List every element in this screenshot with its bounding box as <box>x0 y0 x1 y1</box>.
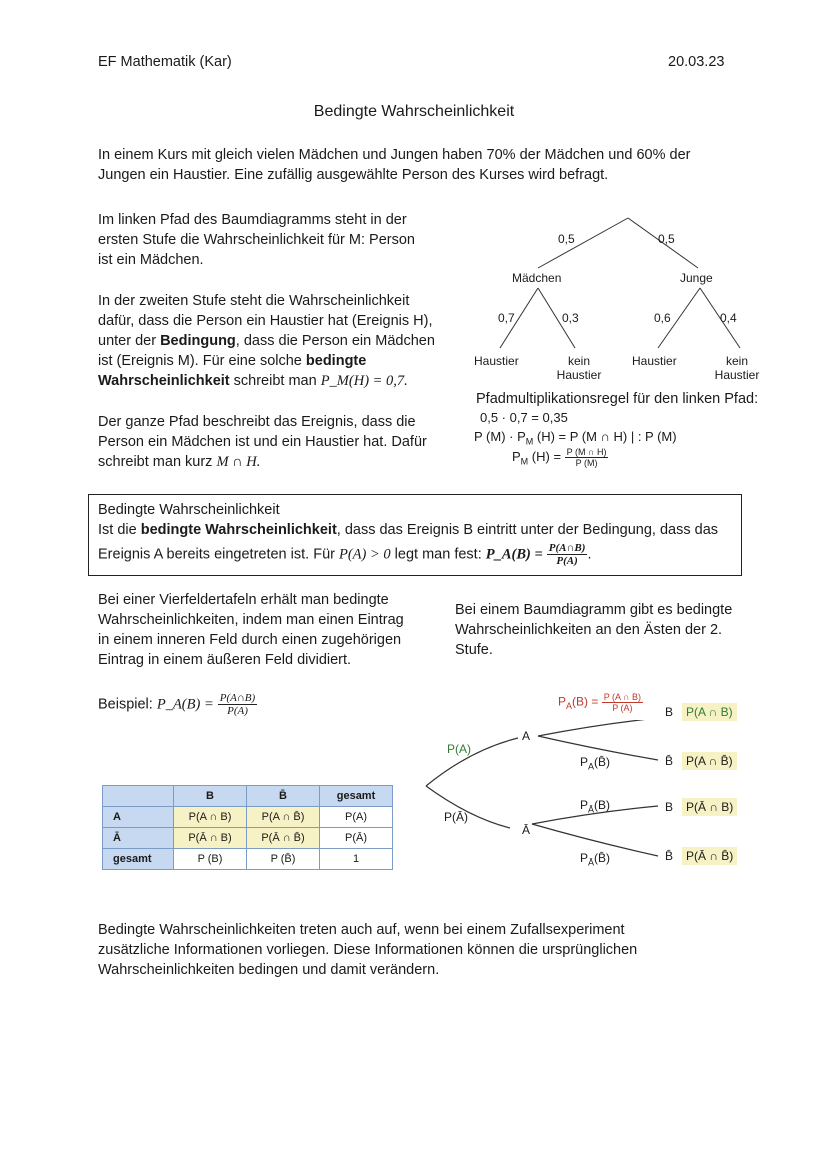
node-maedchen: Mädchen <box>512 271 562 285</box>
tree2-branch-pabar-b: $P_Ā(B)$ <box>580 798 611 815</box>
baum-text: Bei einem Baumdiagramm gibt es bedingte Wahrscheinlichkeiten an den Ästen der 2. Stufe. <box>455 602 733 658</box>
prob-lr: 0,3 <box>562 311 579 325</box>
table-row: B B̄ gesamt <box>103 786 393 807</box>
definition-line-1: Ist die bedingte Wahrscheinlichkeit, dass das Ereignis B eintritt unter der Bedingung, dass das <box>98 522 719 538</box>
leaf-kein-haustier-2: kein Haustier <box>714 354 760 382</box>
tree2-result-2: P(A ∩ B̄) <box>682 752 737 770</box>
definition-fraction: $\frac{P(A\cap B)}{P(A)}$ <box>548 542 586 567</box>
tree2-node-a: A <box>522 729 531 743</box>
vierfeld-text: Bei einer Vierfeldertafeln erhält man bedingte Wahrscheinlichkeiten, indem man einen Eintrag in einem inneren Feld durch einen zugehörigen Eintrag in einem äußeren Feld dividiert. <box>98 592 404 668</box>
date-label: 20.03.23 <box>668 54 725 70</box>
paragraph-1: Im linken Pfad des Baumdiagramms steht in der ersten Stufe die Wahrscheinlichkeit für M: Person ist ein Mädchen. <box>98 212 415 268</box>
tree2-prob-abar: P(Ā) <box>444 810 468 824</box>
leaf-haustier-2: Haustier <box>632 354 677 368</box>
page-title: Bedingte Wahrscheinlichkeit <box>313 103 515 120</box>
leaf-haustier-1: Haustier <box>474 354 519 368</box>
prob-first-right: 0,5 <box>658 232 675 246</box>
tree2-result-4: P(Ā ∩ B̄) <box>682 847 737 865</box>
table-row: A P(A ∩ B) P(A ∩ B̄) P(A) <box>103 807 393 828</box>
rule-title: Pfadmultiplikationsregel für den linken Pfad: <box>476 391 759 407</box>
tree2-top-formula: $P_A(B)$ = $\frac{P (A \cap B)}{P (A)}$ <box>558 692 642 713</box>
table-row: gesamt P (B) P (B̄) 1 <box>103 849 393 870</box>
rule-fraction: $\frac{P (M \cap H)}{P (M)}$ <box>566 447 607 469</box>
definition-title: Bedingte Wahrscheinlichkeit <box>98 502 280 518</box>
prob-first-left: 0,5 <box>558 232 575 246</box>
pmh-formula: P_M(H) = 0,7. <box>320 373 408 389</box>
tree2-node-abar: Ā <box>522 823 531 837</box>
course-label: EF Mathematik (Kar) <box>98 54 232 70</box>
rule-line-3: $P_M$ (H) = $\frac{P (M \cap H)}{P (M)}$ <box>512 447 607 469</box>
tree2-leaf-bbar-1: B̄ <box>665 754 674 768</box>
closing-paragraph: Bedingte Wahrscheinlichkeiten treten auch auf, wenn bei einem Zufallsexperiment zusätzliche Informationen vorliegen. Diese Informationen können die ursprünglichen Wahrscheinlichkeiten bedingen und damit verändern. <box>98 922 638 978</box>
prob-ll: 0,7 <box>498 311 515 325</box>
tree2-prob-a: P(A) <box>447 742 471 756</box>
tree2-leaf-bbar-2: B̄ <box>665 849 674 863</box>
tree2-result-3: P(Ā ∩ B) <box>682 798 737 816</box>
tree2-leaf-b-2: B <box>665 800 674 814</box>
tree2-result-1: P(A ∩ B) <box>682 703 737 721</box>
paragraph-3: Der ganze Pfad beschreibt das Ereignis, dass die Person ein Mädchen ist und ein Haustier hat. Dafür schreibt man kurz M ∩ H. <box>98 414 427 470</box>
leaf-kein-haustier-1: kein Haustier <box>556 354 602 382</box>
node-junge: Junge <box>680 271 713 285</box>
tree2-branch-pa-bbar: $P_A(B̄)$ <box>580 755 611 772</box>
tree2-branch-pabar-bbar: $P_Ā(B̄)$ <box>580 851 611 868</box>
left-explanation <box>98 210 468 472</box>
example-formula: Beispiel: P_A(B) = $\frac{P(A\cap B)}{P(A)}$ <box>98 692 256 717</box>
table-row: Ā P(Ā ∩ B) P(Ā ∩ B̄) P(Ā) <box>103 828 393 849</box>
prob-rl: 0,6 <box>654 311 671 325</box>
vierfeldertafel <box>102 785 393 870</box>
definition-line-2: Ereignis A bereits eingetreten ist. Für P(A) > 0 legt man fest: P_A(B) = $\frac{P(A\cap B)}{P(A)}$ . <box>98 542 592 567</box>
tree2-leaf-b-1: B <box>665 705 674 719</box>
rule-line-1: 0,5 · 0,7 = 0,35 <box>480 410 568 425</box>
intro-text: In einem Kurs mit gleich vielen Mädchen und Jungen haben 70% der Mädchen und 60% der Jungen ein Haustier. Eine zufällig ausgewählte Person des Kurses wird befragt. <box>98 147 691 183</box>
paragraph-2: In der zweiten Stufe steht die Wahrscheinlichkeit dafür, dass die Person ein Haustier hat (Ereignis H), unter der Bedingung, dass die Person ein Mädchen ist (Ereignis M). Für eine solche bedingte Wahrscheinlichkeit schreibt man P_M(H) = 0,7. <box>98 293 435 389</box>
prob-rr: 0,4 <box>720 311 737 325</box>
definition-box <box>88 494 742 576</box>
rule-line-2: P $(M) \cdot P_M$ (H) = P (M ∩ H) | : P (M) <box>474 429 677 447</box>
